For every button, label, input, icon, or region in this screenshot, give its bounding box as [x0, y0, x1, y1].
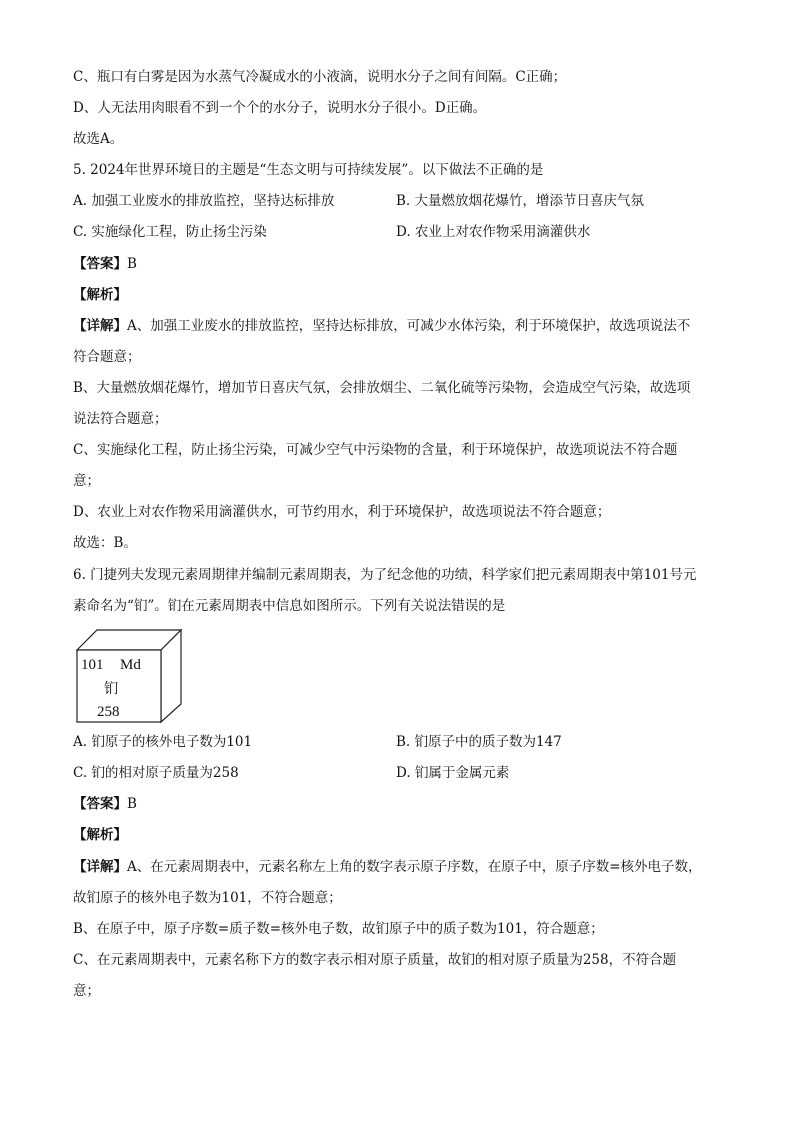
q6-detail-c-1: C、在元素周期表中，元素名称下方的数字表示相对原子质量，故钔的相对原子质量为258，不符合题	[73, 952, 677, 968]
element-card	[76, 628, 186, 724]
q6-option-a: A. 钔原子的核外电子数为101	[73, 734, 253, 750]
q6-answer-value: B	[127, 796, 137, 812]
q6-option-c: C. 钔的相对原子质量为258	[73, 765, 239, 781]
q5-detail-tag: 【详解】	[73, 318, 127, 334]
q5-answer-value: B	[127, 256, 137, 272]
q6-detail-a-2: 故钔原子的核外电子数为101，不符合题意；	[73, 890, 342, 906]
q5-option-a: A. 加强工业废水的排放监控，坚持达标排放	[73, 193, 335, 209]
q5-detail-c-1: C、实施绿化工程，防止扬尘污染，可减少空气中污染物的含量，利于环境保护，故选项说法不符合题	[73, 442, 678, 458]
q6-analysis-tag: 【解析】	[73, 827, 127, 843]
q5-detail-a-text: A、加强工业废水的排放监控，坚持达标排放，可减少水体污染，利于环境保护，故选项说法不	[127, 318, 691, 334]
element-card-cube	[76, 628, 186, 724]
q6-option-d: D. 钔属于金属元素	[396, 765, 510, 781]
q5-option-b: B. 大量燃放烟花爆竹，增添节日喜庆气氛	[396, 193, 645, 209]
q5-detail-a-1	[73, 317, 690, 335]
q5-answer	[73, 255, 137, 273]
q6-detail-a-1	[73, 858, 702, 876]
q5-option-d: D. 农业上对农作物采用滴灌供水	[396, 224, 591, 240]
q6-answer	[73, 795, 137, 813]
q6-detail-a-text: A、在元素周期表中，元素名称左上角的数字表示原子序数，在原子中，原子序数=核外电子数，	[127, 859, 702, 875]
prev-explanation-d: D、人无法用肉眼看不到一个个的水分子，说明水分子很小。D正确。	[73, 100, 487, 116]
q5-option-c: C. 实施绿化工程，防止扬尘污染	[73, 224, 267, 240]
element-atomic-number: 101	[81, 657, 104, 673]
q5-analysis-tag: 【解析】	[73, 287, 127, 303]
q6-answer-tag: 【答案】	[73, 796, 127, 812]
q5-detail-d: D、农业上对农作物采用滴灌供水，可节约用水，利于环境保护，故选项说法不符合题意；	[73, 504, 611, 520]
q5-conclusion: 故选：B。	[73, 535, 137, 551]
q5-detail-c-2: 意；	[73, 473, 100, 489]
q5-detail-b-1: B、大量燃放烟花爆竹，增加节日喜庆气氛，会排放烟尘、二氧化硫等污染物，会造成空气污染，故选项	[73, 380, 691, 396]
q6-detail-c-2: 意；	[73, 983, 100, 999]
q5-answer-tag: 【答案】	[73, 256, 127, 272]
q5-detail-a-2: 符合题意；	[73, 349, 141, 365]
q6-detail-b: B、在原子中，原子序数=质子数=核外电子数，故钔原子中的质子数为101，符合题意；	[73, 921, 604, 937]
element-name: 钔	[104, 681, 118, 697]
q5-detail-b-2: 说法符合题意；	[73, 411, 168, 427]
q6-detail-tag: 【详解】	[73, 859, 127, 875]
q6-option-b: B. 钔原子中的质子数为147	[396, 734, 562, 750]
prev-explanation-c: C、瓶口有白雾是因为水蒸气冷凝成水的小液滴，说明水分子之间有间隔。C正确；	[73, 69, 567, 85]
q6-stem-2: 素命名为“钔”。钔在元素周期表中信息如图所示。下列有关说法错误的是	[73, 598, 506, 614]
prev-conclusion: 故选A。	[73, 131, 124, 147]
element-atomic-mass: 258	[97, 704, 120, 720]
element-symbol: Md	[120, 657, 141, 673]
q6-stem-1: 6. 门捷列夫发现元素周期律并编制元素周期表，为了纪念他的功绩，科学家们把元素周期表中第101号元	[73, 567, 697, 583]
q5-stem: 5. 2024年世界环境日的主题是“生态文明与可持续发展”。以下做法不正确的是	[73, 162, 544, 178]
